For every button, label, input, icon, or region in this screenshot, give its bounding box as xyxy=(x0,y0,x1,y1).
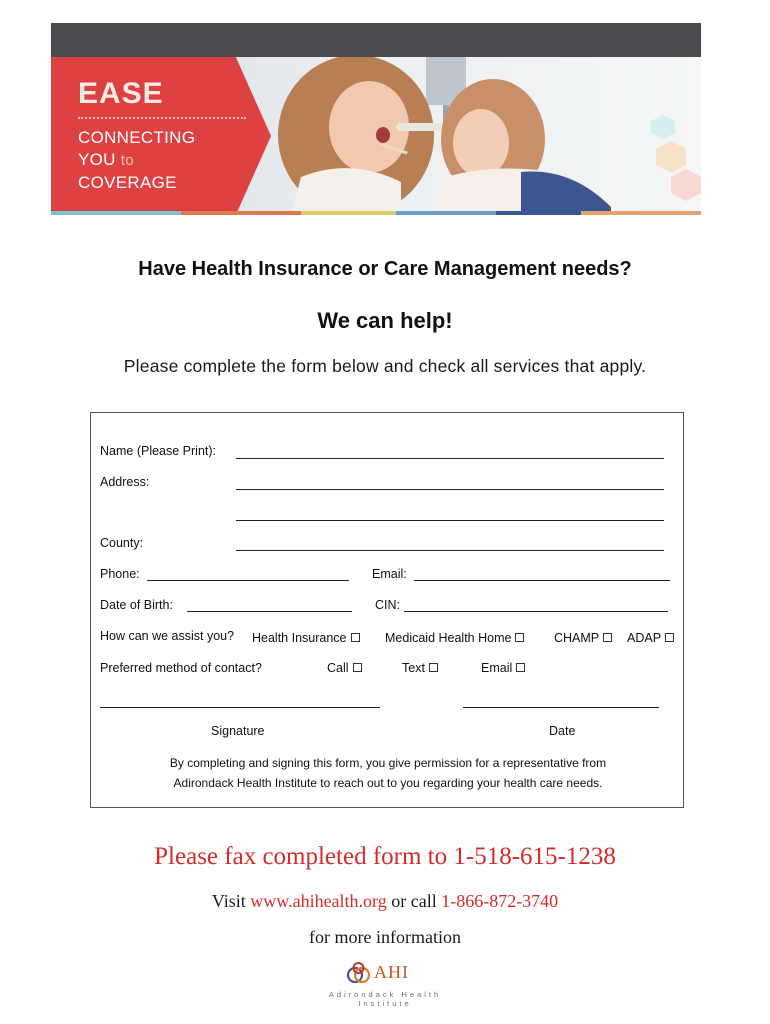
option-email[interactable] xyxy=(481,661,525,675)
date-label: Date xyxy=(549,724,576,738)
tagline-you: YOU xyxy=(78,150,116,169)
checkbox[interactable] xyxy=(516,663,525,672)
tagline-line1: CONNECTING xyxy=(78,128,196,147)
consent-text xyxy=(91,753,685,793)
consent-line1: By completing and signing this form, you give permission for a representative from xyxy=(169,756,607,770)
email-field[interactable] xyxy=(414,580,670,581)
date-field[interactable] xyxy=(463,707,659,708)
address-field-line2[interactable] xyxy=(236,520,664,521)
address-field-line1[interactable] xyxy=(236,489,664,490)
checkbox[interactable] xyxy=(351,633,360,642)
phone-link[interactable]: 1-866-872-3740 xyxy=(441,891,559,911)
ahi-logo xyxy=(300,958,470,1008)
consent-line2: Adirondack Health Institute to reach out to you regarding your health care needs. xyxy=(173,776,603,790)
option-health-insurance[interactable] xyxy=(252,631,360,645)
option-adap-label: ADAP xyxy=(627,631,662,645)
call-text: or call xyxy=(391,891,437,911)
option-champ-label: CHAMP xyxy=(554,631,600,645)
checkbox[interactable] xyxy=(665,633,674,642)
checkbox[interactable] xyxy=(429,663,438,672)
ahi-logo-subtext: Adirondack Health Institute xyxy=(328,990,442,1008)
banner-dotted-divider xyxy=(78,117,246,119)
checkbox[interactable] xyxy=(515,633,524,642)
banner-color-stripe xyxy=(51,211,701,215)
cin-label: CIN: xyxy=(375,598,400,612)
website-link[interactable]: www.ahihealth.org xyxy=(250,891,387,911)
banner-title: EASE xyxy=(78,77,164,110)
name-label: Name (Please Print): xyxy=(100,444,217,458)
option-champ[interactable] xyxy=(554,631,612,645)
ahi-logo-icon xyxy=(346,960,372,986)
contact-label: Preferred method of contact? xyxy=(100,661,262,675)
checkbox[interactable] xyxy=(603,633,612,642)
banner-tagline xyxy=(78,127,195,194)
dob-field[interactable] xyxy=(187,611,352,612)
intro-text: Please complete the form below and check all services that apply. xyxy=(123,356,647,376)
county-label: County: xyxy=(100,536,144,550)
option-call[interactable] xyxy=(327,661,362,675)
option-medicaid-health-home-label: Medicaid Health Home xyxy=(385,631,512,645)
header-banner xyxy=(51,23,701,215)
checkbox[interactable] xyxy=(353,663,362,672)
tagline-to: to xyxy=(120,152,134,169)
phone-label: Phone: xyxy=(100,567,140,581)
option-email-label: Email xyxy=(481,661,513,675)
page-title: Have Health Insurance or Care Management needs? xyxy=(138,258,632,280)
option-health-insurance-label: Health Insurance xyxy=(252,631,347,645)
cin-field[interactable] xyxy=(404,611,668,612)
visit-line xyxy=(0,891,770,912)
email-label: Email: xyxy=(372,567,407,581)
option-text-label: Text xyxy=(402,661,425,675)
address-label: Address: xyxy=(100,475,150,489)
option-text[interactable] xyxy=(402,661,438,675)
name-field[interactable] xyxy=(236,458,664,459)
visit-prefix: Visit xyxy=(211,891,246,911)
option-medicaid-health-home[interactable] xyxy=(385,631,524,645)
fax-instructions: Please fax completed form to 1-518-615-1238 xyxy=(154,843,616,870)
more-info-text: for more information xyxy=(309,927,461,947)
page-subtitle: We can help! xyxy=(317,308,453,333)
banner-top-bar xyxy=(51,23,701,57)
signature-label: Signature xyxy=(211,724,265,738)
contact-form xyxy=(90,412,684,808)
county-field[interactable] xyxy=(236,550,664,551)
option-call-label: Call xyxy=(327,661,349,675)
ahi-logo-wordmark: AHI xyxy=(374,962,409,982)
dob-label: Date of Birth: xyxy=(100,598,173,612)
signature-field[interactable] xyxy=(100,707,380,708)
tagline-line3: COVERAGE xyxy=(78,173,177,192)
phone-field[interactable] xyxy=(147,580,349,581)
option-adap[interactable] xyxy=(627,631,674,645)
assist-label: How can we assist you? xyxy=(100,629,235,643)
tagline-line2 xyxy=(78,149,195,172)
